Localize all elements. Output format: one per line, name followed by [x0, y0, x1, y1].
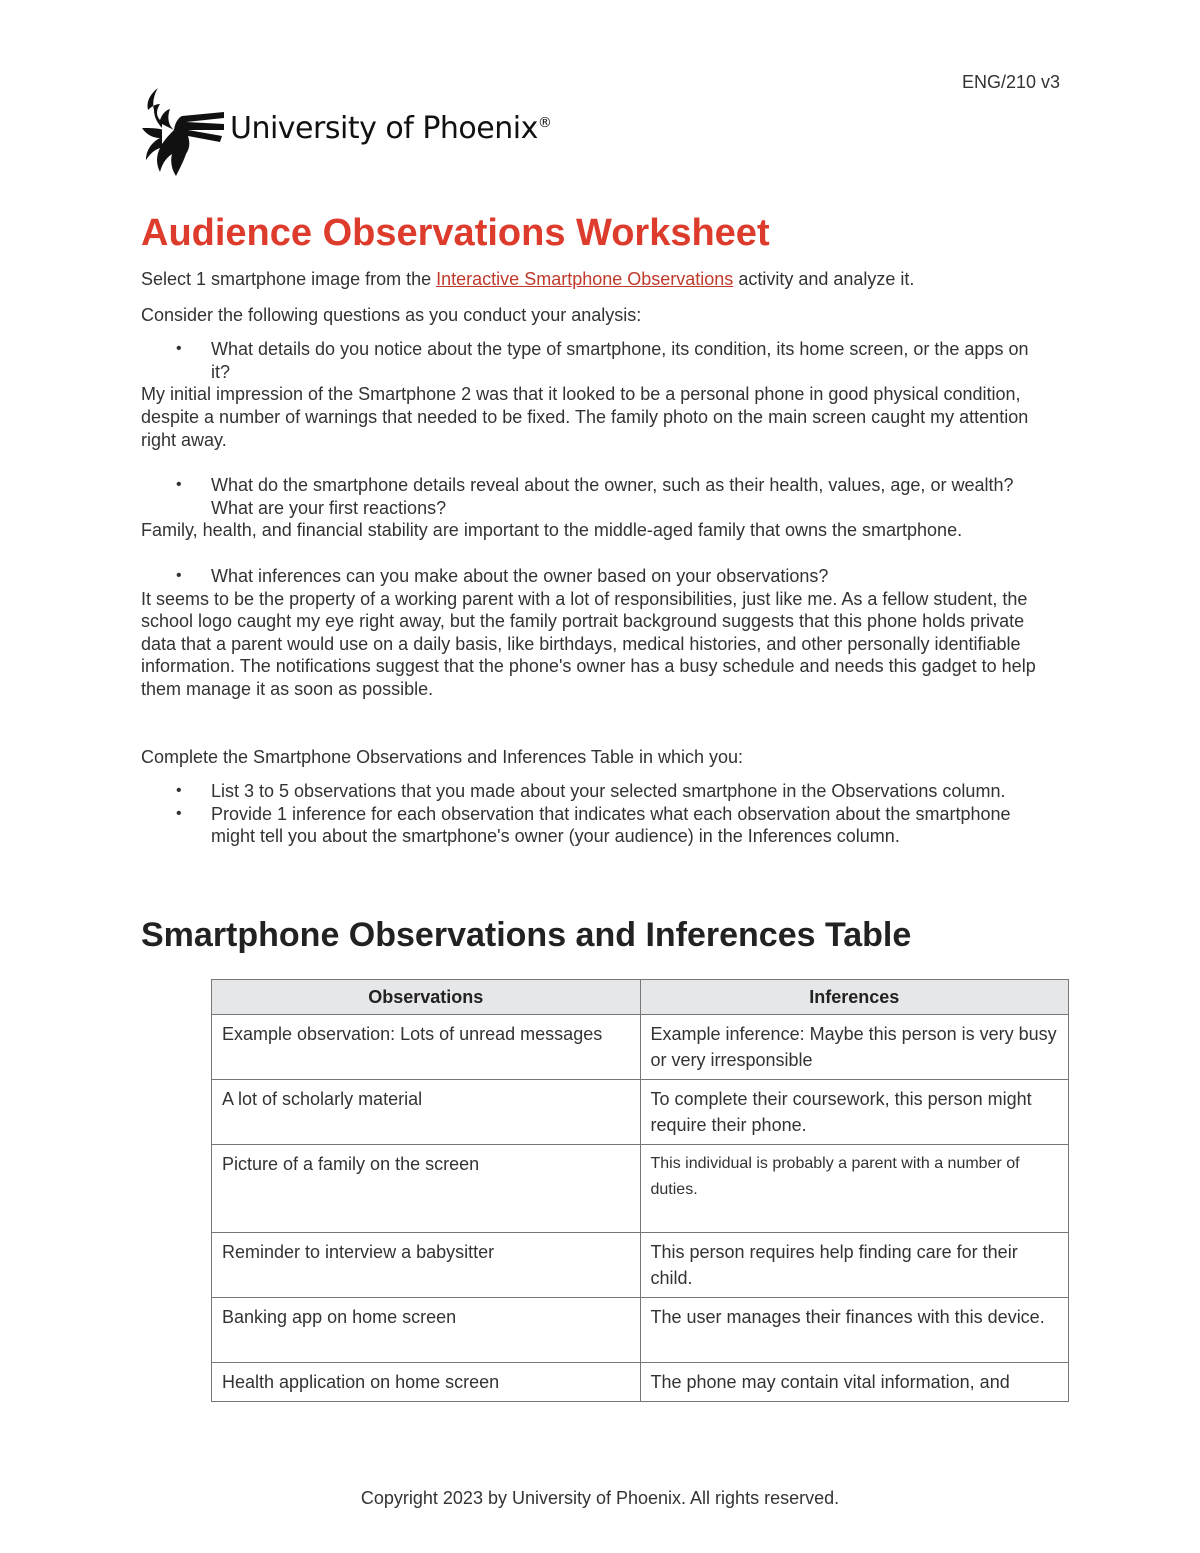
- course-code: ENG/210 v3: [961, 72, 1060, 92]
- inferences-header: Inferences: [640, 980, 1069, 1015]
- intro-text: Select 1 smartphone image from the Interactive Smartphone Observations activity and analyze it.: [141, 269, 915, 289]
- table-row: [212, 1015, 1069, 1080]
- university-logo: [140, 84, 551, 178]
- observations-table: [211, 979, 1069, 1402]
- inference-cell: The phone may contain vital information, and: [640, 1363, 1069, 1402]
- table-row: [212, 1363, 1069, 1402]
- question-list-1: [141, 338, 1051, 383]
- observation-cell: Example observation: Lots of unread messages: [212, 1015, 641, 1080]
- answer-text: It seems to be the property of a working parent with a lot of responsibilities, just like me. As a fellow student, the school logo caught my eye right away, but the family portrait background suggests that this phone holds private data that a parent would use on a daily basis, like birthdays, medical histories, and other personally identifiable information. The notifications suggest that the phone's owner has a busy schedule and needs this gadget to help them manage it as soon as possible.: [141, 588, 1036, 699]
- observation-cell: Reminder to interview a babysitter: [212, 1233, 641, 1298]
- complete-text: Complete the Smartphone Observations and Inferences Table in which you:: [141, 746, 744, 767]
- worksheet-body: [141, 268, 1051, 848]
- answer-text: Family, health, and financial stability are important to the middle-aged family that owns the smartphone.: [141, 520, 963, 541]
- table-row: [212, 1298, 1069, 1363]
- instruction-list: [141, 780, 1051, 848]
- observations-header: Observations: [212, 980, 641, 1015]
- observation-cell: Health application on home screen: [212, 1363, 641, 1402]
- inference-cell: This person requires help finding care for their child.: [640, 1233, 1069, 1298]
- copyright-footer: Copyright 2023 by University of Phoenix. All rights reserved.: [360, 1488, 840, 1508]
- question-item: • What do the smartphone details reveal about the owner, such as their health, values, age, or wealth? What are your first reactions?: [176, 475, 1014, 518]
- question-list-3: [141, 565, 1051, 588]
- consider-text: Consider the following questions as you conduct your analysis:: [141, 304, 642, 325]
- question-list-2: [141, 474, 1051, 519]
- interactive-smartphone-link[interactable]: Interactive Smartphone Observations: [436, 269, 734, 289]
- phoenix-bird-icon: [140, 84, 224, 178]
- inference-cell: The user manages their finances with this device.: [640, 1298, 1069, 1363]
- observation-cell: Picture of a family on the screen: [212, 1145, 641, 1233]
- answer-text: My initial impression of the Smartphone 2 was that it looked to be a personal phone in good physical condition, despite a number of warnings that needed to be fixed. The family photo on the main screen caught my attention right away.: [141, 384, 1029, 450]
- observation-cell: A lot of scholarly material: [212, 1080, 641, 1145]
- instruction-item: • List 3 to 5 observations that you made about your selected smartphone in the Observations column.: [176, 781, 1006, 802]
- table-row: [212, 1233, 1069, 1298]
- question-item: • What inferences can you make about the owner based on your observations?: [176, 565, 829, 586]
- table-row: [212, 1145, 1069, 1233]
- observation-cell: Banking app on home screen: [212, 1298, 641, 1363]
- table-heading: Smartphone Observations and Inferences Table: [141, 916, 912, 954]
- page-title: Audience Observations Worksheet: [141, 212, 770, 254]
- inference-cell: Example inference: Maybe this person is very busy or very irresponsible: [640, 1015, 1069, 1080]
- inference-cell: To complete their coursework, this person might require their phone.: [640, 1080, 1069, 1145]
- question-item: • What details do you notice about the type of smartphone, its condition, its home screen, or the apps on it?: [176, 339, 1029, 382]
- instruction-item: • Provide 1 inference for each observation that indicates what each observation about the smartphone might tell you about the smartphone's owner (your audience) in the Inferences column.: [176, 803, 1011, 847]
- table-header-row: [212, 980, 1069, 1015]
- table-row: [212, 1080, 1069, 1145]
- logo-wordmark: University of Phoenix®: [230, 110, 552, 146]
- inference-cell: This individual is probably a parent with a number of duties.: [640, 1145, 1069, 1233]
